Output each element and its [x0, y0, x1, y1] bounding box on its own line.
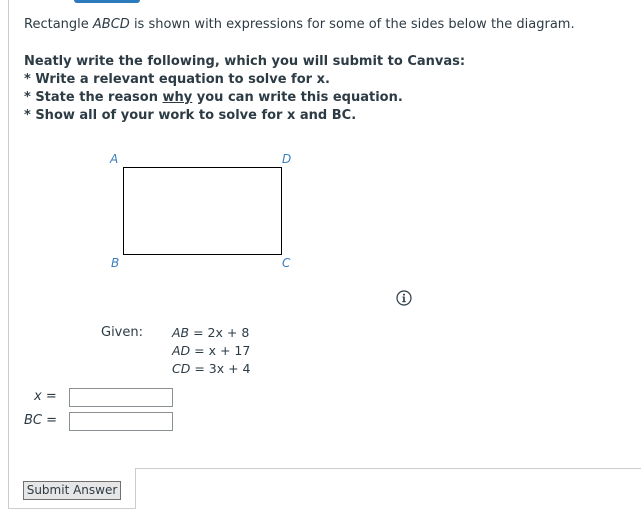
instruction-bullet-1: * Write a relevant equation to solve for x.: [24, 72, 330, 87]
instruction-bullet-2: * State the reason why you can write this equation.: [24, 90, 403, 105]
given-equation-cd: CD = 3x + 4: [172, 361, 251, 376]
given-equation-ab: AB = 2x + 8: [172, 325, 250, 340]
bc-answer-input[interactable]: [69, 412, 173, 431]
intro-text-start: Rectangle: [24, 17, 93, 32]
x-answer-input[interactable]: [69, 388, 173, 407]
vertex-label-c: C: [282, 256, 291, 270]
x-field-label: x =: [34, 389, 57, 404]
instruction-header: Neatly write the following, which you will submit to Canvas:: [24, 54, 466, 69]
rectangle-abcd: [124, 168, 282, 255]
intro-text-end: is shown with expressions for some of the sides below the diagram.: [129, 17, 575, 32]
underlined-why: why: [162, 90, 193, 105]
vertex-label-d: D: [282, 152, 292, 166]
given-equation-ad: AD = x + 17: [172, 343, 251, 358]
submit-answer-button[interactable]: Submit Answer: [23, 481, 121, 500]
intro-shape-name: ABCD: [92, 17, 130, 32]
info-icon[interactable]: [396, 290, 412, 306]
vertex-label-b: B: [111, 256, 120, 270]
instruction-bullet-3: * Show all of your work to solve for x and BC.: [24, 108, 357, 123]
vertex-label-a: A: [110, 152, 119, 166]
given-label: Given:: [101, 325, 143, 340]
bc-field-label: BC =: [24, 413, 58, 428]
